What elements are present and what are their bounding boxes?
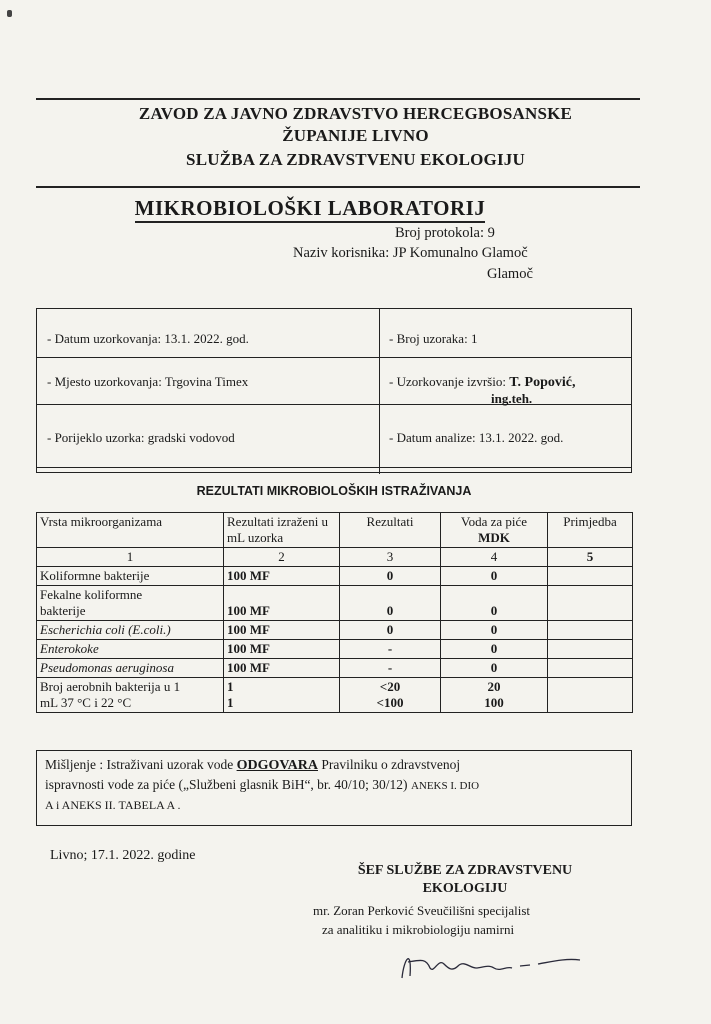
department-name: SLUŽBA ZA ZDRAVSTVENU EKOLOGIJU [186,150,525,169]
client-city: Glamoč [487,266,533,282]
table-row [37,678,633,713]
row-remark [548,567,633,586]
sampling-place: - Mjesto uzorkovanja: Trgovina Timex [47,374,249,389]
table-row [37,567,633,586]
handwritten-signature [390,938,590,986]
row-name: Enterokoke [37,640,224,659]
row-remark [548,678,633,713]
signatory-title-line1: ŠEF SLUŽBE ZA ZDRAVSTVENU [357,863,573,878]
results-section-title: REZULTATI MIKROBIOLOŠKIH ISTRAŽIVANJA [196,484,472,498]
header-microorganism: Vrsta mikroorganizama [37,513,224,548]
row-remark [548,659,633,678]
row-result: - [340,640,441,659]
opinion-verdict: ODGOVARA [236,758,318,773]
institution-name-line2: ŽUPANIJE LIVNO [282,126,429,145]
place-and-date: Livno; 17.1. 2022. godine [50,848,196,863]
header-result: Rezultati [340,513,441,548]
row-result: 0 [340,567,441,586]
column-number-row [37,548,633,567]
opinion-line3: A i ANEKS II. TABELA A . [45,798,181,812]
row-unit: 100 MF [224,640,340,659]
laboratory-title: MIKROBIOLOŠKI LABORATORIJ [90,196,530,221]
col-number-2: 2 [224,548,340,567]
opinion-box [36,750,632,826]
protocol-number: Broj protokola: 9 [395,225,495,241]
row-mdk: 0 [441,621,548,640]
row-result: - [340,659,441,678]
row-name: Broj aerobnih bakterija u 1 mL 37 °C i 22 °C [37,678,224,713]
client-name: Naziv korisnika: JP Komunalno Glamoč [293,245,528,261]
table-row [37,659,633,678]
row-mdk: 0 [441,567,548,586]
info-divider-2 [37,404,631,405]
header-drinking-water: Voda za piće MDK [441,513,548,548]
row-mdk: 0 [441,586,548,621]
col-number-4: 4 [441,548,548,567]
row-remark [548,621,633,640]
table-row [37,586,633,621]
opinion-line2: ispravnosti vode za piće („Službeni glasnik BiH“, br. 40/10; 30/12) ANEKS I. DIO [45,777,480,792]
header-remark: Primjedba [548,513,633,548]
row-unit: 1 1 [224,678,340,713]
col-number-1: 1 [37,548,224,567]
row-name: Escherichia coli (E.coli.) [37,621,224,640]
row-remark [548,640,633,659]
col-number-5: 5 [548,548,633,567]
institution-name-line1: ZAVOD ZA JAVNO ZDRAVSTVO HERCEGBOSANSKE [138,104,573,123]
info-divider-1 [37,357,631,358]
sample-info-box [36,308,632,473]
row-remark [548,586,633,621]
row-unit: 100 MF [224,567,340,586]
header-unit: Rezultati izraženi u mL uzorka [224,513,340,548]
results-table [36,512,633,713]
sample-origin: - Porijeklo uzorka: gradski vodovod [47,430,235,445]
row-unit: 100 MF [224,621,340,640]
row-result: <20 <100 [340,678,441,713]
info-divider-vertical [379,309,380,474]
row-mdk: 20 100 [441,678,548,713]
row-unit: 100 MF [224,586,340,621]
info-divider-3 [37,467,631,468]
row-name: Fekalne koliformne bakterije [37,586,224,621]
signatory-name: mr. Zoran Perković Sveučilišni specijalist [313,903,530,918]
sample-count: - Broj uzoraka: 1 [389,331,478,346]
top-rule [36,98,640,100]
row-mdk: 0 [441,640,548,659]
signatory-title-line2: EKOLOGIJU [422,881,508,896]
row-result: 0 [340,586,441,621]
header-rule [36,186,640,188]
sampled-by-title: ing.teh. [491,391,533,406]
sampled-by-name: T. Popović, [509,375,576,390]
opinion-line1: Mišljenje : Istraživani uzorak vode ODGOVARA Pravilniku o zdravstvenoj [45,757,461,773]
table-row [37,640,633,659]
col-number-3: 3 [340,548,441,567]
table-header-row [37,513,633,548]
sampled-by-label: - Uzorkovanje izvršio: [389,374,510,389]
sampled-by [389,374,575,391]
analysis-date: - Datum analize: 13.1. 2022. god. [389,430,564,445]
sampling-date: - Datum uzorkovanja: 13.1. 2022. god. [47,331,249,346]
row-mdk: 0 [441,659,548,678]
row-name: Koliformne bakterije [37,567,224,586]
row-name: Pseudomonas aeruginosa [37,659,224,678]
table-row [37,621,633,640]
row-result: 0 [340,621,441,640]
punch-hole-mark [7,10,12,17]
row-unit: 100 MF [224,659,340,678]
signatory-specialization: za analitiku i mikrobiologiju namirni [322,922,515,937]
